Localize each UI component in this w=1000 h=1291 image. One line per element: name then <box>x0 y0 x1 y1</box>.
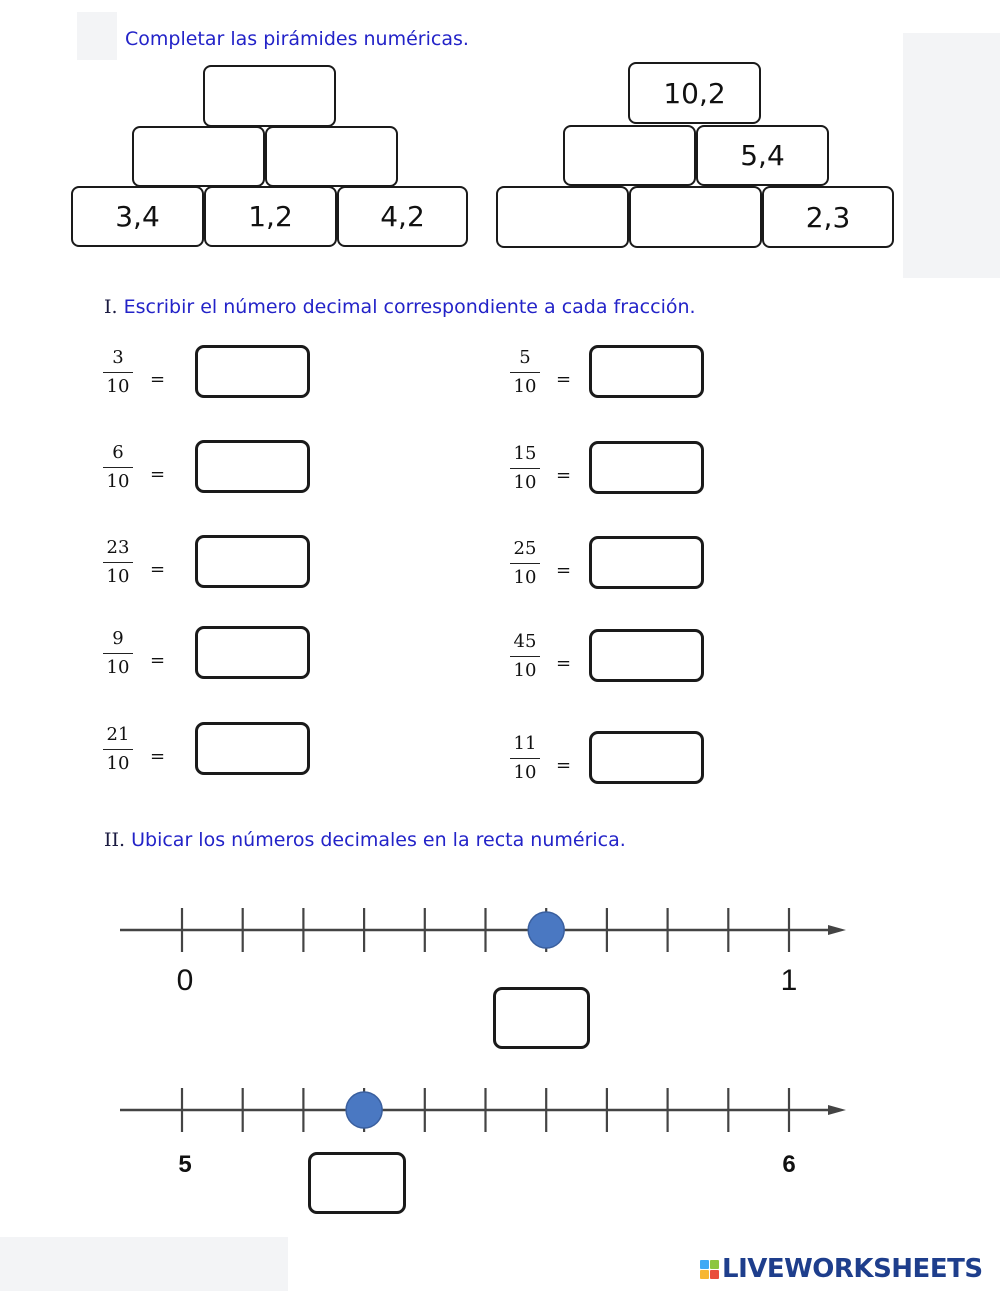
number-line-end-label: 6 <box>782 1151 796 1178</box>
fraction-left-1 <box>101 347 135 398</box>
answer-box-right-5[interactable] <box>589 731 704 784</box>
pyramid-left-bottom-box-1: 3,4 <box>71 186 204 247</box>
equals-sign: = <box>150 464 166 485</box>
fraction-denominator: 10 <box>106 376 130 397</box>
pyramid-right-middle-box-2: 5,4 <box>696 125 829 186</box>
fraction-left-5 <box>101 724 135 775</box>
equals-sign: = <box>556 369 572 390</box>
answer-box-right-3[interactable] <box>589 536 704 589</box>
fraction-numerator: 9 <box>112 628 124 649</box>
equals-sign: = <box>556 465 572 486</box>
answer-box-left-4[interactable] <box>195 626 310 679</box>
fraction-bar <box>510 656 540 657</box>
fraction-denominator: 10 <box>513 660 537 681</box>
fraction-denominator: 10 <box>513 376 537 397</box>
number-line-start-label: 0 <box>176 964 194 997</box>
number-lines-heading <box>104 829 626 851</box>
pyramids-title: Completar las pirámides numéricas. <box>125 28 469 50</box>
fraction-right-4 <box>508 631 542 682</box>
fraction-denominator: 10 <box>106 753 130 774</box>
pyramid-left-bottom-box-2: 1,2 <box>204 186 337 247</box>
fraction-left-3 <box>101 537 135 588</box>
equals-sign: = <box>150 746 166 767</box>
fraction-numerator: 21 <box>106 724 130 745</box>
pyramid-right-bottom-box-2[interactable] <box>629 186 762 248</box>
number-line-2 <box>0 1075 1000 1178</box>
corner-patch-bottom-left <box>0 1237 288 1291</box>
pyramid-left-bottom-box-3: 4,2 <box>337 186 468 247</box>
side-patch-right <box>903 33 1000 278</box>
arrow-head-icon <box>828 1105 846 1115</box>
fraction-denominator: 10 <box>106 657 130 678</box>
number-line-start-label: 5 <box>178 1151 192 1178</box>
equals-sign: = <box>556 560 572 581</box>
fraction-denominator: 10 <box>513 762 537 783</box>
number-line-point <box>528 912 564 948</box>
fraction-numerator: 23 <box>106 537 130 558</box>
pyramid-left-middle-box-1[interactable] <box>132 126 265 187</box>
number-lines-numeral: II. <box>104 829 126 851</box>
brand-name: LIVEWORKSHEETS <box>722 1254 983 1284</box>
answer-box-left-5[interactable] <box>195 722 310 775</box>
number-line-2-answer-box[interactable] <box>308 1152 406 1214</box>
fractions-numeral: I. <box>104 296 118 318</box>
equals-sign: = <box>556 755 572 776</box>
fraction-denominator: 10 <box>513 567 537 588</box>
fraction-numerator: 45 <box>513 631 537 652</box>
fraction-right-3 <box>508 538 542 589</box>
pyramid-right-bottom-box-3: 2,3 <box>762 186 894 248</box>
pyramid-left-middle-box-2[interactable] <box>265 126 398 187</box>
equals-sign: = <box>150 559 166 580</box>
number-line-point <box>346 1092 382 1128</box>
number-lines-title: Ubicar los números decimales en la recta numérica. <box>131 829 626 851</box>
answer-box-left-2[interactable] <box>195 440 310 493</box>
pyramid-left-top-box[interactable] <box>203 65 336 127</box>
fraction-right-5 <box>508 733 542 784</box>
fraction-numerator: 3 <box>112 347 124 368</box>
fraction-left-2 <box>101 442 135 493</box>
fractions-title: Escribir el número decimal correspondiente a cada fracción. <box>123 296 696 318</box>
fraction-right-1 <box>508 347 542 398</box>
arrow-head-icon <box>828 925 846 935</box>
liveworksheets-logo <box>700 1252 996 1286</box>
fraction-numerator: 11 <box>513 733 537 754</box>
pyramids-heading <box>125 28 469 50</box>
fraction-denominator: 10 <box>106 471 130 492</box>
number-line-1 <box>0 895 1000 997</box>
equals-sign: = <box>150 650 166 671</box>
fraction-denominator: 10 <box>106 566 130 587</box>
fraction-left-4 <box>101 628 135 679</box>
fraction-bar <box>510 372 540 373</box>
corner-patch-top-left <box>77 12 117 60</box>
liveworksheets-logo-icon <box>700 1260 719 1279</box>
fraction-numerator: 15 <box>513 443 537 464</box>
equals-sign: = <box>556 653 572 674</box>
pyramid-right-top-box: 10,2 <box>628 62 761 124</box>
fraction-bar <box>510 758 540 759</box>
equals-sign: = <box>150 369 166 390</box>
fraction-bar <box>103 467 133 468</box>
fraction-bar <box>103 372 133 373</box>
answer-box-right-4[interactable] <box>589 629 704 682</box>
number-line-1-answer-box[interactable] <box>493 987 590 1049</box>
fraction-bar <box>103 562 133 563</box>
answer-box-right-1[interactable] <box>589 345 704 398</box>
pyramid-right-bottom-box-1[interactable] <box>496 186 629 248</box>
answer-box-left-3[interactable] <box>195 535 310 588</box>
fraction-denominator: 10 <box>513 472 537 493</box>
number-line-end-label: 1 <box>780 964 798 997</box>
answer-box-left-1[interactable] <box>195 345 310 398</box>
pyramid-right-middle-box-1[interactable] <box>563 125 696 186</box>
answer-box-right-2[interactable] <box>589 441 704 494</box>
fraction-numerator: 5 <box>519 347 531 368</box>
fraction-right-2 <box>508 443 542 494</box>
fractions-heading <box>104 296 696 318</box>
fraction-numerator: 6 <box>112 442 124 463</box>
fraction-bar <box>103 653 133 654</box>
fraction-bar <box>103 749 133 750</box>
fraction-bar <box>510 468 540 469</box>
fraction-bar <box>510 563 540 564</box>
fraction-numerator: 25 <box>513 538 537 559</box>
